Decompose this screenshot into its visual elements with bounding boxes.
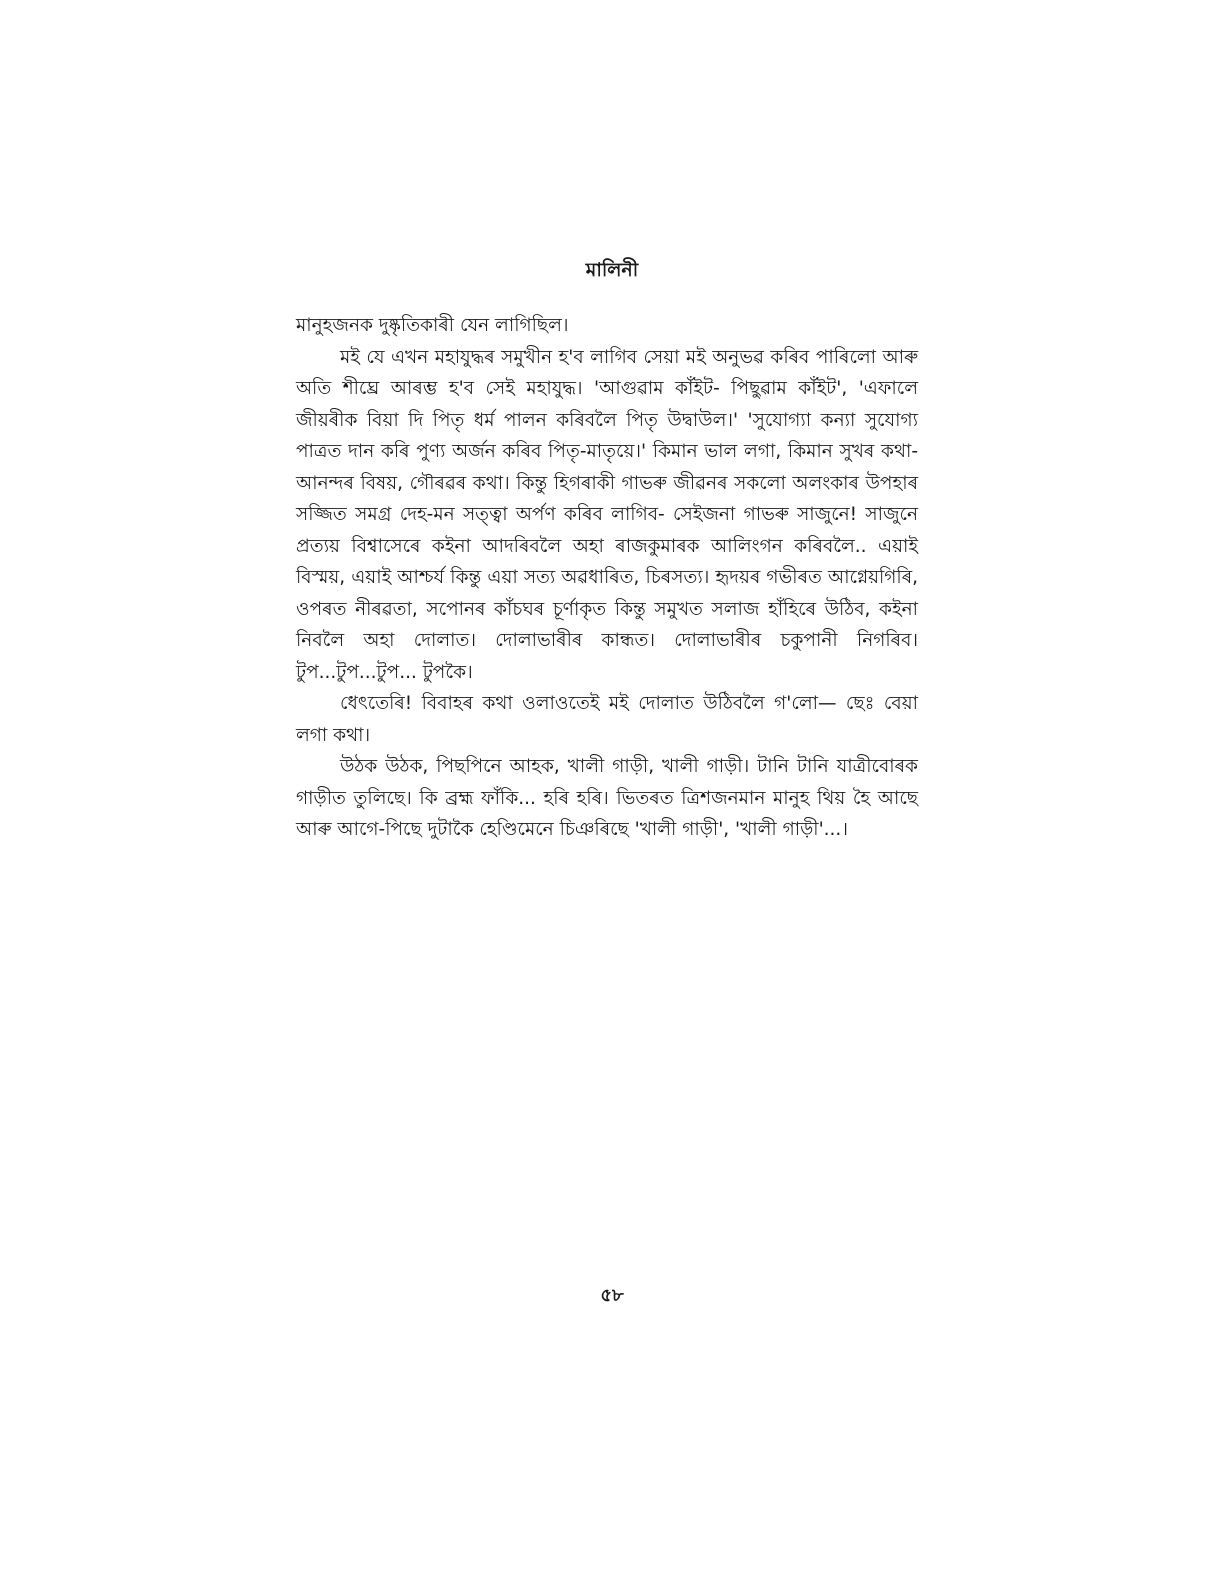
running-title: মালিনী — [585, 259, 639, 281]
paragraph-continuation: মানুহজনক দুষ্কৃতিকাৰী যেন লাগিছিল। — [296, 315, 569, 336]
body-text — [296, 310, 918, 846]
paragraph-empty-bus: উঠক উঠক, পিছপিনে আহক, খালী গাড়ী, খালী গাড়ী। টানি টানি যাত্ৰীবোৰক গাড়ীত তুলিছে। কি ব্ৰহ্ম ফাঁকি... হৰি হৰি। ভিতৰত ত্ৰিশজনমান মানুহ থিয় হৈ আছে আৰু আগে-পিছে দুটাকৈ হেণ্ডিমেনে চিঞৰিছে 'খালী গাড়ী', 'খালী গাড়ী'...। — [296, 756, 918, 840]
page-number: ৫৮ — [600, 1285, 624, 1306]
paragraph-palanquin: ধেৎতেৰি! বিবাহৰ কথা ওলাওতেই মই দোলাত উঠিবলৈ গ'লো— ছেঃ বেয়া লগা কথা। — [296, 693, 918, 746]
paragraph-war-within: মই যে এখন মহাযুদ্ধৰ সমুখীন হ'ব লাগিব সেয়া মই অনুভৱ কৰিব পাৰিলো আৰু অতি শীঘ্ৰে আৰম্ভ হ'ব সেই মহাযুদ্ধ। 'আগুৱাম কাঁইট- পিছুৱাম কাঁইট', 'এফালে জীয়ৰীক বিয়া দি পিতৃ ধৰ্ম পালন কৰিবলৈ পিতৃ উদ্বাউল।' 'সুযোগ্যা কন্যা সুযোগ্য পাত্ৰত দান কৰি পুণ্য অৰ্জন কৰিব পিতৃ-মাতৃয়ে।' কিমান ভাল লগা, কিমান সুখৰ কথা- আনন্দৰ বিষয়, গৌৰৱৰ কথা। কিন্তু হিগৰাকী গাভৰু জীৱনৰ সকলো অলংকাৰ উপহাৰ সজ্জিত সমগ্ৰ দেহ-মন সত্ত্বা অৰ্পণ কৰিব লাগিব- সেইজনা গাভৰু সাজুনে! সাজুনে প্ৰত্যয় বিশ্বাসেৰে কইনা আদৰিবলৈ অহা ৰাজকুমাৰক আলিংগন কৰিবলৈ.. এয়াই বিস্ময়, এয়াই আশ্চৰ্য কিন্তু এয়া সত্য অৱধাৰিত, চিৰসত্য। হৃদয়ৰ গভীৰত আগ্নেয়গিৰি, ওপৰত নীৰৱতা, সপোনৰ কাঁচঘৰ চূৰ্ণাকৃত কিন্তু সমুখত সলাজ হাঁহিৰে উঠিব, কইনা নিবলৈ অহা দোলাত। দোলাভাৰীৰ কান্ধত। দোলাভাৰীৰ চকুপানী নিগৰিব। টুপ...টুপ...টুপ... টুপকৈ। — [296, 346, 918, 683]
